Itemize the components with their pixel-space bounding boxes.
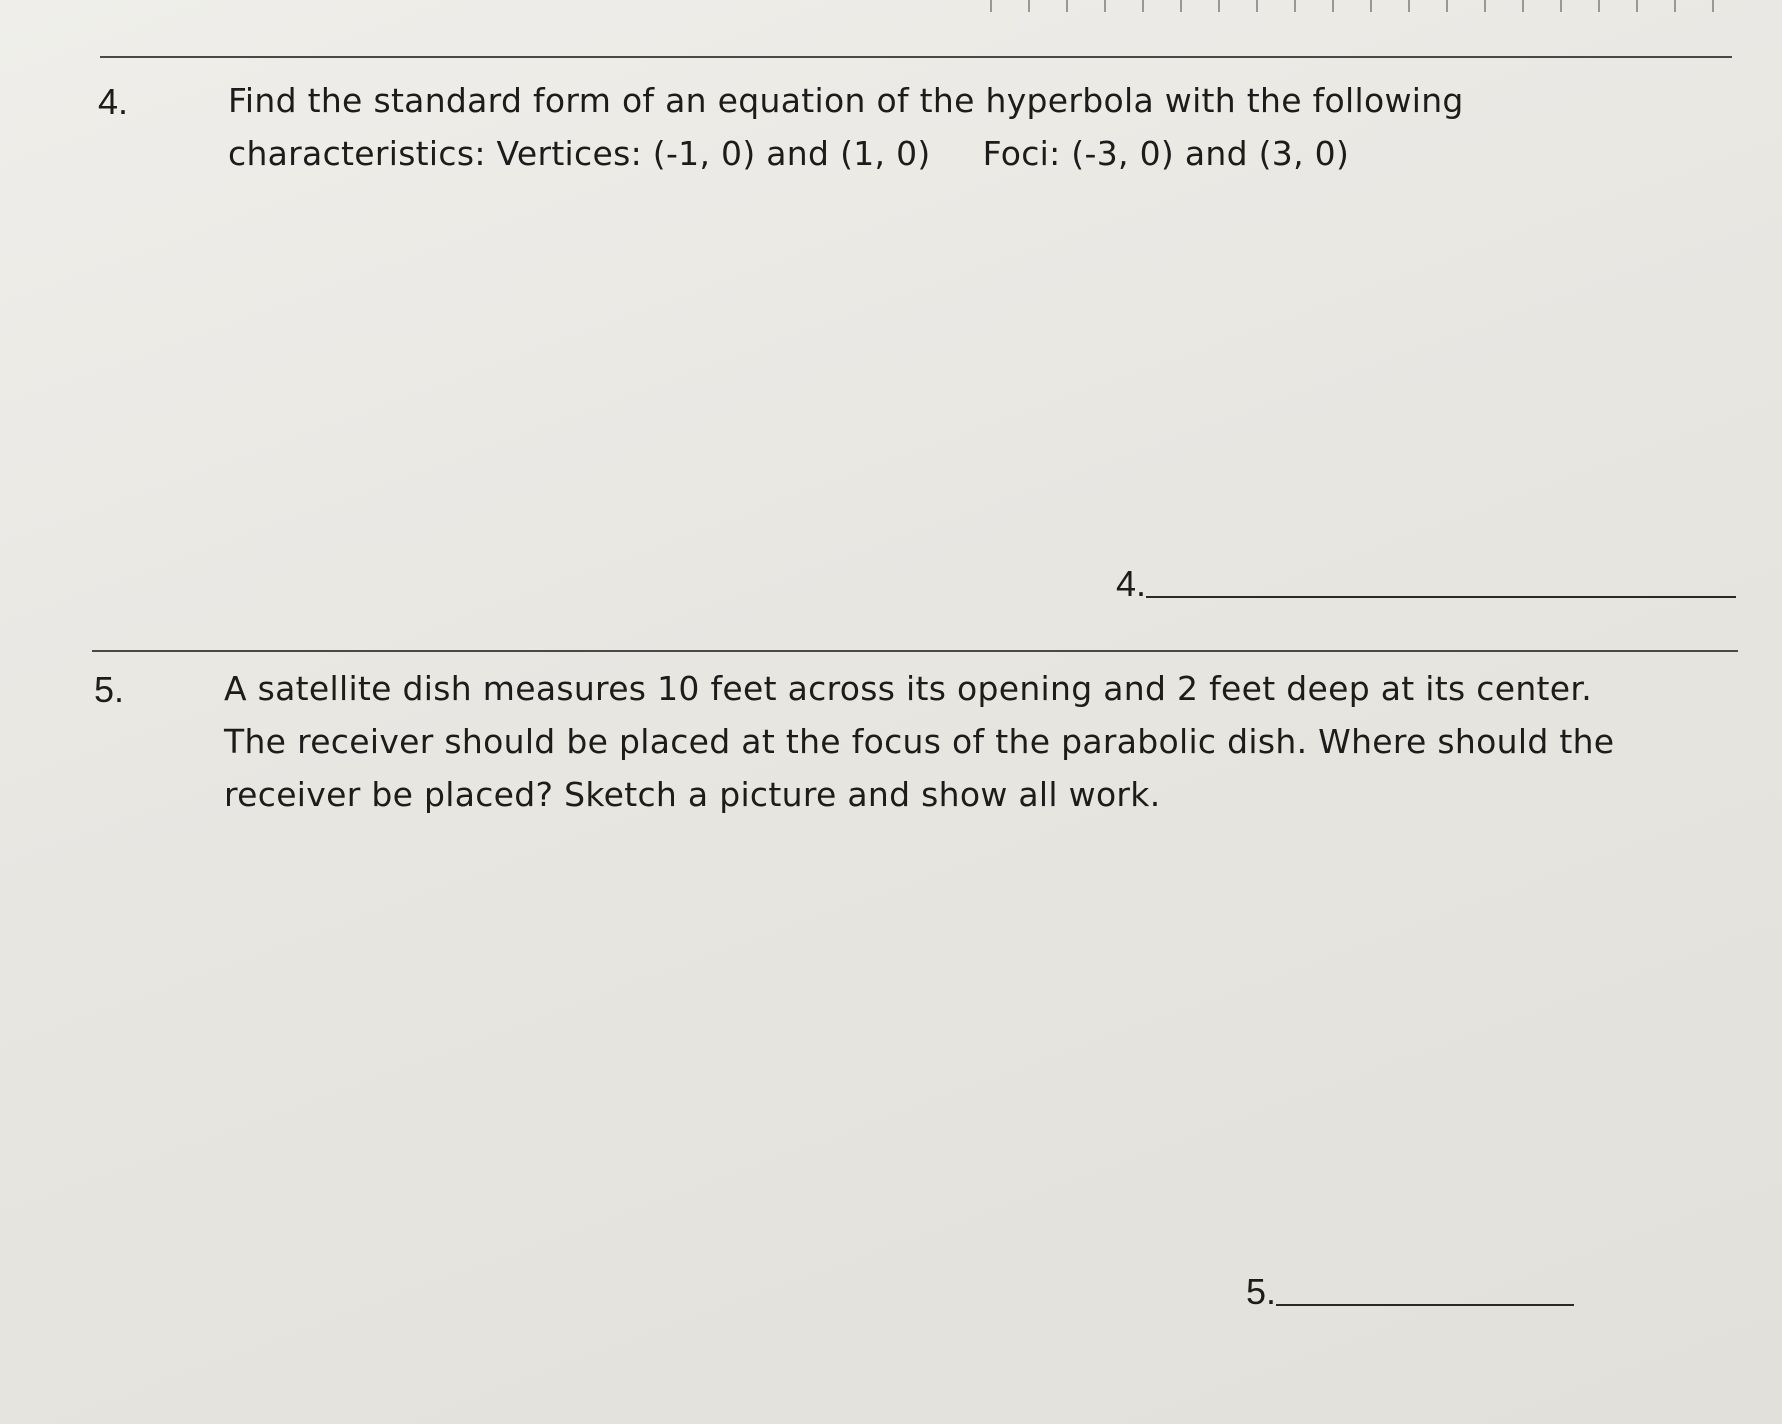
question-5-line-3: receiver be placed? Sketch a picture and show all work. bbox=[224, 775, 1161, 814]
question-5-line-1: A satellite dish measures 10 feet across its opening and 2 feet deep at its center. bbox=[224, 669, 1593, 708]
question-4-number: 4. bbox=[98, 81, 129, 122]
question-4-vertices: characteristics: Vertices: (-1, 0) and (1, 0) bbox=[228, 134, 931, 173]
middle-divider bbox=[92, 650, 1738, 652]
answer-5-blank[interactable] bbox=[1276, 1302, 1574, 1306]
ruler-ticks bbox=[990, 0, 1750, 14]
answer-5-label: 5. bbox=[1246, 1271, 1277, 1312]
question-4-text bbox=[228, 74, 1464, 180]
question-5-number: 5. bbox=[94, 669, 125, 710]
question-4-foci: Foci: (-3, 0) and (3, 0) bbox=[982, 134, 1350, 173]
answer-4-label: 4. bbox=[1116, 563, 1147, 604]
answer-5-line bbox=[1246, 1271, 1574, 1312]
answer-4-blank[interactable] bbox=[1146, 594, 1736, 598]
top-divider bbox=[100, 56, 1732, 58]
question-5-line-2: The receiver should be placed at the focus of the parabolic dish. Where should the bbox=[224, 722, 1615, 761]
question-4-line-1: Find the standard form of an equation of the hyperbola with the following bbox=[228, 81, 1464, 120]
question-5-text bbox=[224, 662, 1614, 821]
answer-4-line bbox=[1116, 563, 1736, 604]
